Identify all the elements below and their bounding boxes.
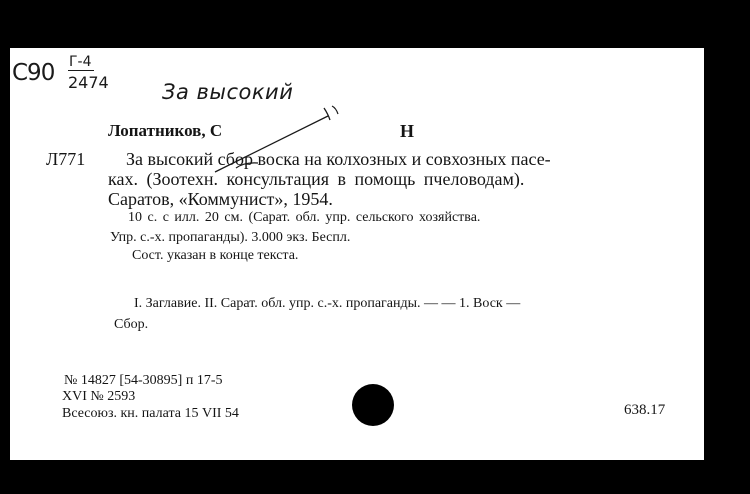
classification-number: 638.17 (624, 402, 666, 418)
call-number-top: Г-4 (69, 54, 92, 70)
description-line-1: 10 с. с илл. 20 см. (Сарат. обл. упр. сельского хозяйства. (128, 210, 481, 225)
section-letter: Н (400, 121, 415, 141)
call-number-bottom: 2474 (68, 73, 109, 92)
registry-line-1: № 14827 [54-30895] п 17-5 (64, 373, 223, 388)
author-heading: Лопатников, С (108, 121, 223, 140)
handwritten-note: За высокий (162, 80, 294, 104)
description-line-3: Сост. указан в конце текста. (132, 248, 299, 263)
title-line-3: Саратов, «Коммунист», 1954. (108, 189, 333, 209)
tracing-line-1: I. Заглавие. II. Сарат. обл. упр. с.-х. пропаганды. — — 1. Воск — (134, 296, 521, 311)
call-number-main: C90 (12, 60, 55, 86)
catalog-card (10, 48, 704, 460)
title-line-1: За высокий сбор воска на колхозных и совхозных пасе- (126, 149, 551, 169)
registry-line-3: Всесоюз. кн. палата 15 VII 54 (62, 406, 239, 421)
punch-hole (352, 384, 394, 426)
shelf-mark: Л771 (46, 149, 86, 169)
description-line-2: Упр. с.-х. пропаганды). 3.000 экз. Беспл. (110, 230, 351, 245)
title-line-2: ках. (Зоотехн. консультация в помощь пчеловодам). (108, 169, 525, 189)
registry-line-2: XVI № 2593 (62, 389, 136, 404)
tracing-line-2: Сбор. (114, 317, 149, 332)
